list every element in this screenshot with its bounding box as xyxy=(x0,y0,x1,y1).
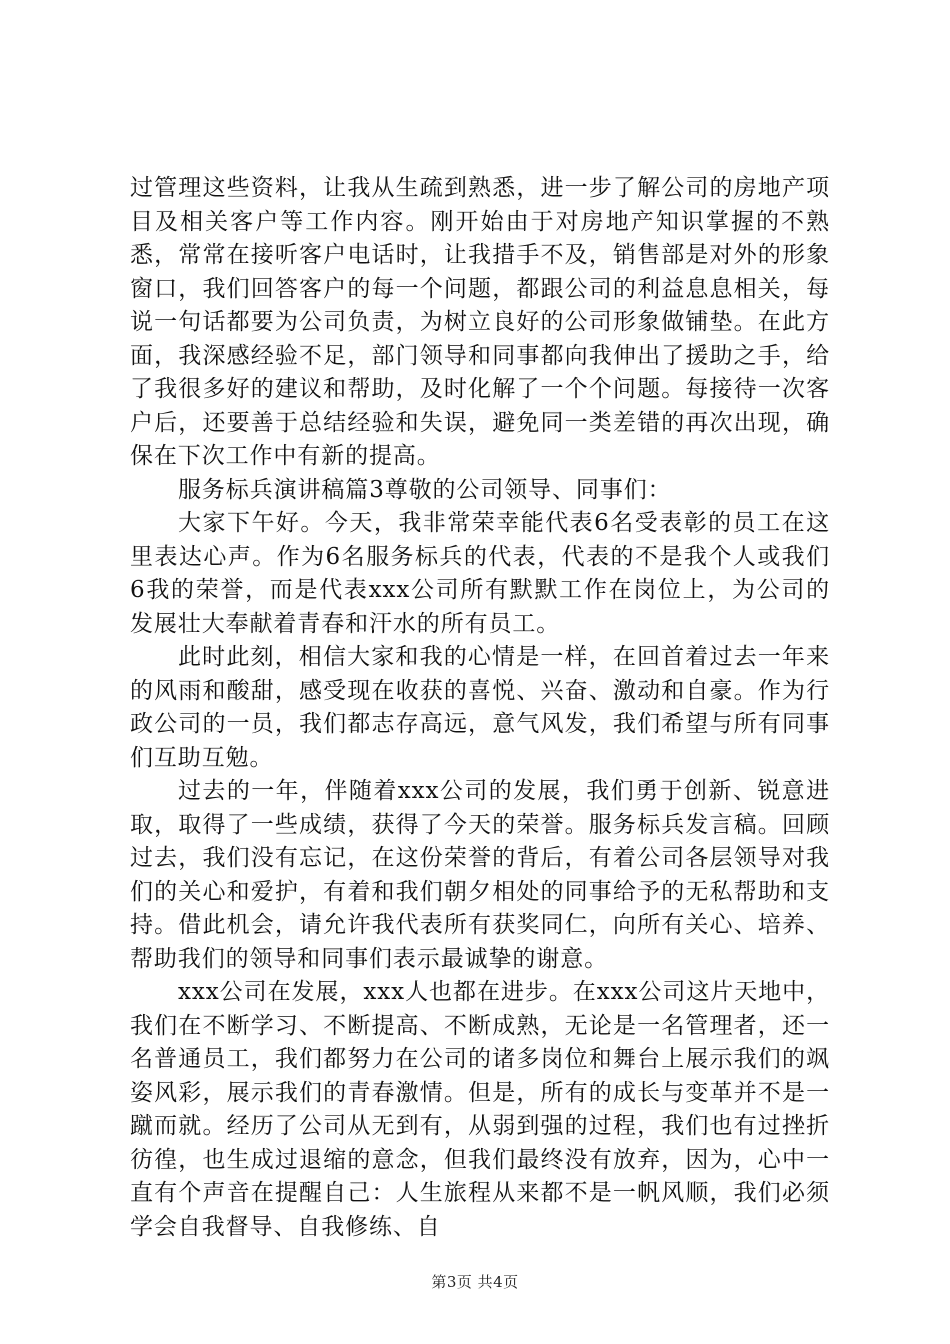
paragraph-1: 过管理这些资料，让我从生疏到熟悉，进一步了解公司的房地产项目及相关客户等工作内容。刚开始由于对房地产知识掌握的不熟悉，常常在接听客户电话时，让我措手不及，销售部是对外的形象窗口，我们回答客户的每一个问题，都跟公司的利益息息相关，每说一句话都要为公司负责，为树立良好的公司形象做铺垫。在此方面，我深感经验不足，部门领导和同事都向我伸出了援助之手，给了我很多好的建议和帮助，及时化解了一个个问题。每接待一次客户后，还要善于总结经验和失误，避免同一类差错的再次出现，确保在下次工作中有新的提高。 xyxy=(130,175,830,469)
document-body xyxy=(130,172,830,1244)
paragraph-4: 此时此刻，相信大家和我的心情是一样，在回首着过去一年来的风雨和酸甜，感受现在收获的喜悦、兴奋、激动和自豪。作为行政公司的一员，我们都志存高远，意气风发，我们希望与所有同事们互助互勉。 xyxy=(130,644,830,771)
paragraph-6: xxx公司在发展，xxx人也都在进步。在xxx公司这片天地中，我们在不断学习、不断提高、不断成熟，无论是一名管理者，还一名普通员工，我们都努力在公司的诸多岗位和舞台上展示我们的飒姿风彩，展示我们的青春激情。但是，所有的成长与变革并不是一蹴而就。经历了公司从无到有，从弱到强的过程，我们也有过挫折彷徨，也生成过退缩的意念，但我们最终没有放弃，因为，心中一直有个声音在提醒自己：人生旅程从来都不是一帆风顺，我们必须学会自我督导、自我修练、自 xyxy=(130,979,830,1240)
page-number-footer: 第3页 共4页 xyxy=(431,1273,519,1291)
paragraph-5: 过去的一年，伴随着xxx公司的发展，我们勇于创新、锐意进取，取得了一些成绩，获得了今天的荣誉。服务标兵发言稿。回顾过去，我们没有忘记，在这份荣誉的背后，有着公司各层领导对我们的关心和爱护，有着和我们朝夕相处的同事给予的无私帮助和支持。借此机会，请允许我代表所有获奖同仁，向所有关心、培养、帮助我们的领导和同事们表示最诚挚的谢意。 xyxy=(130,778,830,972)
paragraph-2: 服务标兵演讲稿篇3尊敬的公司领导、同事们： xyxy=(178,476,672,503)
paragraph-3: 大家下午好。今天，我非常荣幸能代表6名受表彰的员工在这里表达心声。作为6名服务标兵的代表，代表的不是我个人或我们6我的荣誉，而是代表xxx公司所有默默工作在岗位上，为公司的发展壮大奉献着青春和汗水的所有员工。 xyxy=(130,510,830,637)
